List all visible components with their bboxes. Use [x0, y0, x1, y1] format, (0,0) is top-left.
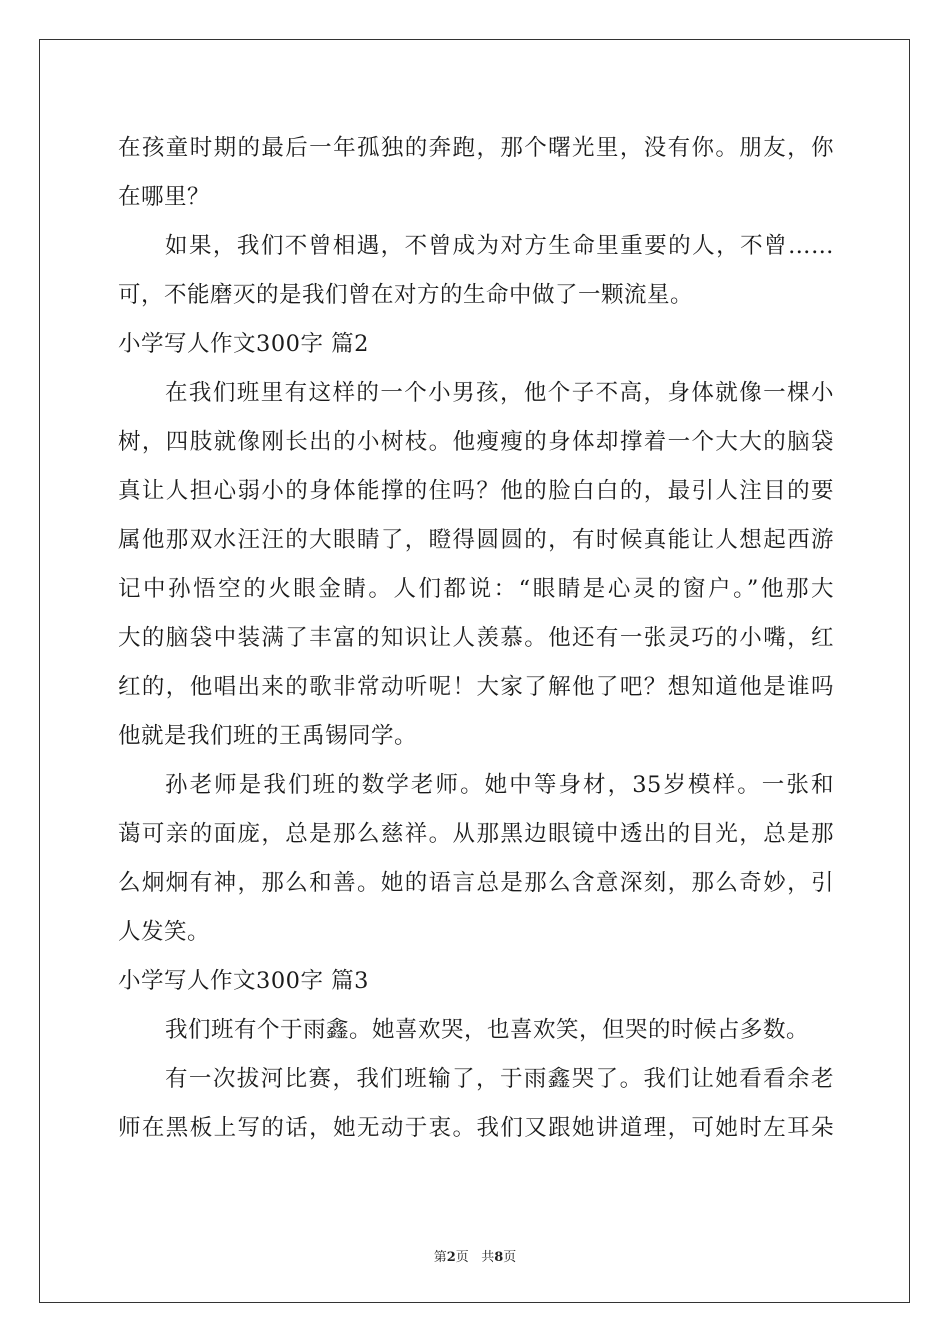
footer-total-prefix: 共 — [481, 1250, 495, 1265]
text-line: 么炯炯有神，那么和善。她的语言总是那么含意深刻，那么奇妙，引 — [118, 870, 834, 896]
text-line: 可，不能磨灭的是我们曾在对方的生命中做了一颗流星。 — [118, 282, 694, 308]
text-line: 蔼可亲的面庞，总是那么慈祥。从那黑边眼镜中透出的目光，总是那 — [118, 821, 834, 847]
footer-page-suffix: 页 — [455, 1250, 469, 1265]
footer-total-pages: 8 — [494, 1250, 504, 1265]
text-line: 在我们班里有这样的一个小男孩，他个子不高，身体就像一棵小 — [165, 380, 834, 406]
page-footer — [0, 1246, 950, 1265]
footer-page-number: 2 — [446, 1250, 456, 1265]
text-line: 我们班有个于雨鑫。她喜欢哭，也喜欢笑，但哭的时候占多数。 — [165, 1017, 810, 1043]
text-line: 他就是我们班的王禹锡同学。 — [118, 723, 418, 749]
text-line: 红的，他唱出来的歌非常动听呢！大家了解他了吧？想知道他是谁吗 — [118, 674, 834, 700]
text-line: 人发笑。 — [118, 919, 211, 945]
footer-page-prefix: 第 — [433, 1250, 447, 1265]
text-line: 在哪里？ — [118, 184, 211, 210]
text-line: 在孩童时期的最后一年孤独的奔跑，那个曙光里，没有你。朋友，你 — [118, 135, 834, 161]
section-heading: 小学写人作文300字 篇2 — [118, 331, 369, 357]
text-line: 孙老师是我们班的数学老师。她中等身材，35岁模样。一张和 — [165, 772, 834, 798]
text-line: 如果，我们不曾相遇，不曾成为对方生命里重要的人，不曾…… — [165, 233, 834, 259]
section-heading: 小学写人作文300字 篇3 — [118, 968, 369, 994]
text-line: 有一次拔河比赛，我们班输了，于雨鑫哭了。我们让她看看余老 — [165, 1066, 834, 1092]
footer-total-suffix: 页 — [503, 1250, 517, 1265]
text-line: 属他那双水汪汪的大眼睛了，瞪得圆圆的，有时候真能让人想起西游 — [118, 527, 834, 553]
text-line: 树，四肢就像刚长出的小树枝。他瘦瘦的身体却撑着一个大大的脑袋 — [118, 429, 834, 455]
text-line: 记中孙悟空的火眼金睛。人们都说：“眼睛是心灵的窗户。”他那大 — [118, 576, 834, 602]
document-body — [118, 124, 834, 1153]
text-line: 大的脑袋中装满了丰富的知识让人羡慕。他还有一张灵巧的小嘴，红 — [118, 625, 834, 651]
text-line: 真让人担心弱小的身体能撑的住吗？他的脸白白的，最引人注目的要 — [118, 478, 834, 504]
text-line: 师在黑板上写的话，她无动于衷。我们又跟她讲道理，可她时左耳朵 — [118, 1115, 834, 1141]
